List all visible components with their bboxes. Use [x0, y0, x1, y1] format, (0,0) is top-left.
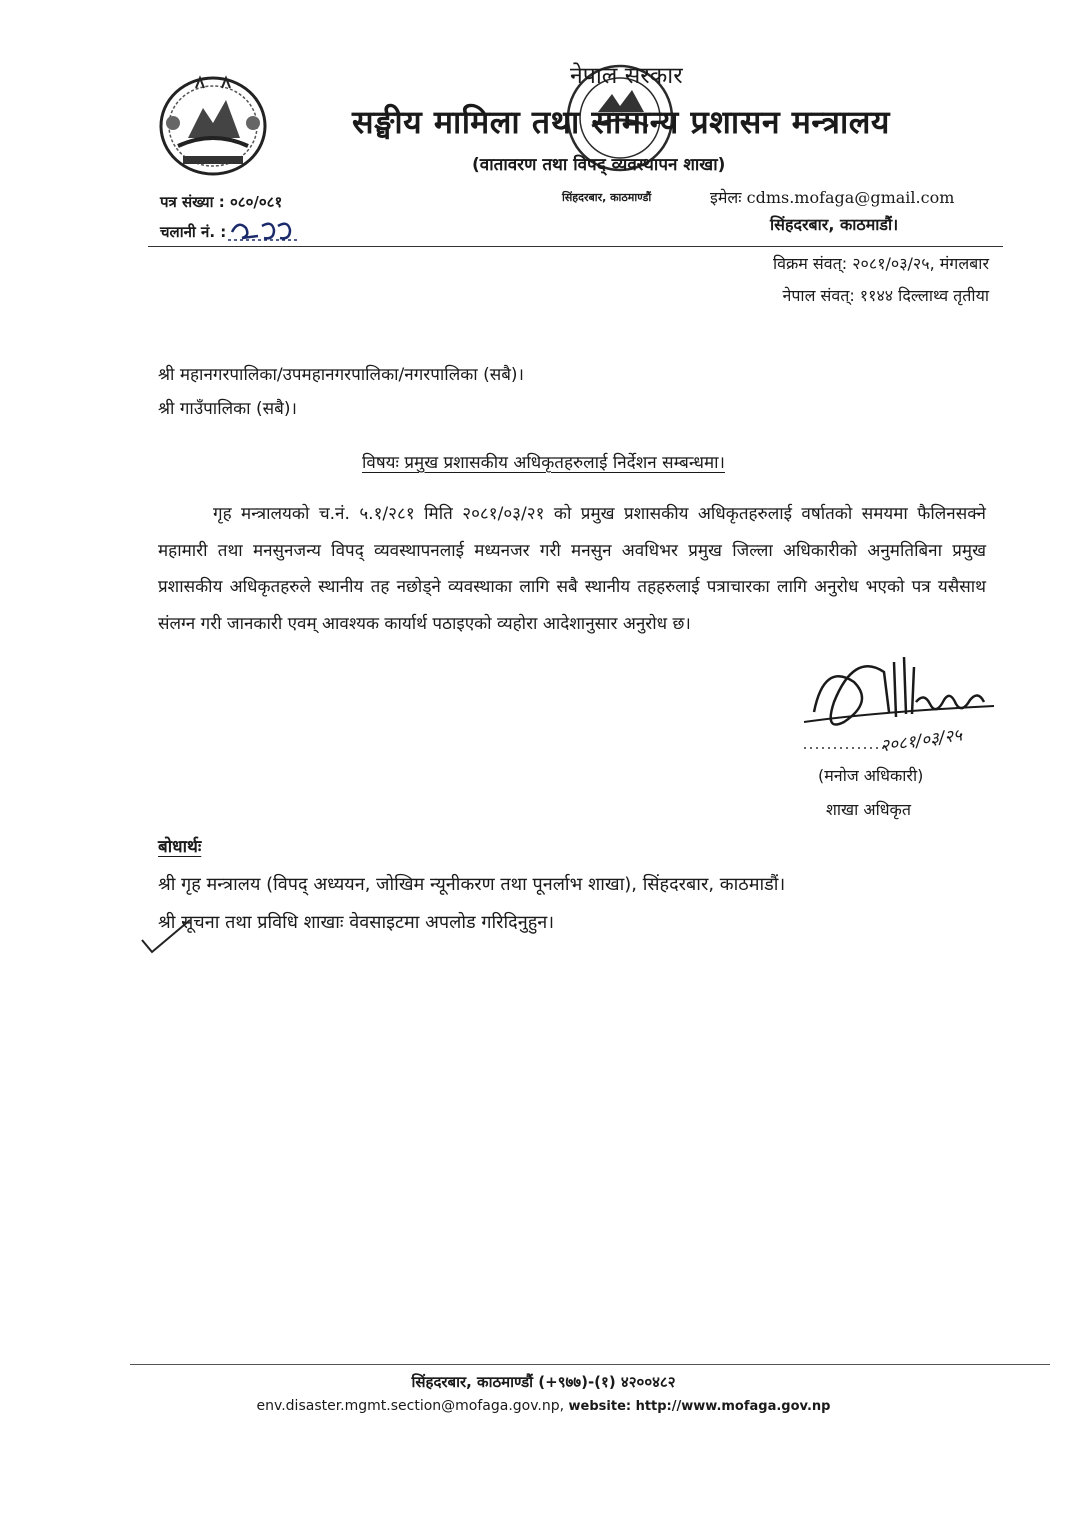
office-address: सिंहदरबार, काठमाडौं।	[770, 215, 899, 234]
cc-item: श्री गृह मन्त्रालय (विपद् अध्ययन, जोखिम न्यूनीकरण तथा पूनर्लाभ शाखा), सिंहदरबार, काठमाडौं।	[158, 874, 786, 895]
bikram-sambat-date: विक्रम संवत्: २०८१/०३/२५, मंगलबार	[772, 254, 989, 273]
footer-website[interactable]: http://www.mofaga.gov.np	[635, 1399, 831, 1414]
ministry-name: सङ्घीय मामिला तथा सामान्य प्रशासन मन्त्रालय	[352, 103, 890, 141]
signer-name: (मनोज अधिकारी)	[818, 766, 924, 785]
footer-website-label: website:	[568, 1399, 632, 1414]
subject-line	[0, 450, 1087, 473]
email-address: cdms.mofaga@gmail.com	[746, 188, 955, 207]
footer-address-phone: सिंहदरबार, काठमाण्डौं (+९७७)-(१) ४२००४८२	[411, 1373, 676, 1391]
letter-number: पत्र संख्या : ०८०/०८१	[160, 193, 283, 211]
footer-divider	[130, 1364, 1050, 1365]
dispatch-label: चलानी नं. :	[160, 223, 227, 241]
letter-body: गृह मन्त्रालयको च.नं. ५.१/२८१ मिति २०८१/०३/२१ को प्रमुख प्रशासकीय अधिकृतहरुलाई वर्षातको समयमा फैलिनसक्ने महामारी तथा मनसुनजन्य विपद् व्यवस्थापनलाई मध्यनजर गरी मनसुन अवधिभर प्रमुख जिल्ला अधिकारीको अनुमतिबिना प्रमुख प्रशासकीय अधिकृतहरुले स्थानीय तह नछोड्ने व्यवस्थाका लागि सबै स्थानीय तहहरुलाई पत्राचारका लागि अनुरोध भएको पत्र यसैसाथ संलग्न गरी जानकारी एवम् आवश्यक कार्यार्थ पठाइएको व्यहोरा आदेशानुसार अनुरोध छ।	[158, 504, 986, 634]
footer-contact	[0, 1398, 1087, 1414]
recipient-line: श्री महानगरपालिका/उपमहानगरपालिका/नगरपालिका (सबै)।	[158, 365, 524, 385]
cc-item: श्री सूचना तथा प्रविधि शाखाः वेवसाइटमा अपलोड गरिदिनुहुन।	[158, 912, 555, 933]
government-name: नेपाल सरकार	[570, 63, 683, 89]
nepal-sambat-date: नेपाल संवत्: ११४४ दिल्लाथ्व तृतीया	[782, 286, 989, 305]
handwritten-tick-mark	[138, 918, 198, 962]
nepal-emblem-logo	[148, 68, 278, 180]
dispatch-number-handwritten	[228, 214, 308, 244]
signer-title: शाखा अधिकृत	[826, 800, 911, 819]
recipient-line: श्री गाउँपालिका (सबै)।	[158, 399, 297, 419]
stamp-text: सिंहदरबार, काठमाण्डौं	[562, 191, 652, 204]
cc-heading: बोधार्थः	[158, 837, 202, 857]
email-label: इमेलः	[710, 188, 742, 207]
branch-name: (वातावरण तथा विपद् व्यवस्थापन शाखा)	[472, 155, 726, 175]
subject-text: विषयः प्रमुख प्रशासकीय अधिकृतहरुलाई निर्देशन सम्बन्धमा।	[361, 453, 725, 473]
email-line	[710, 186, 954, 208]
handwritten-date: २०८१/०३/२५	[879, 725, 964, 757]
header-divider	[148, 246, 1003, 247]
footer-email[interactable]: env.disaster.mgmt.section@mofaga.gov.np,	[256, 1398, 565, 1414]
